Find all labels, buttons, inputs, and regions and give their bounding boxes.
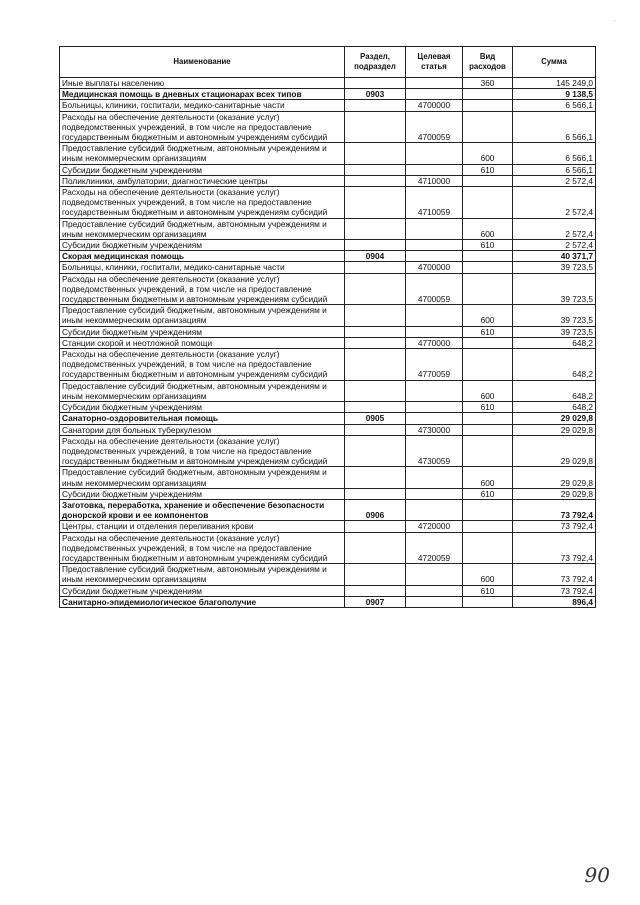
row-type — [463, 273, 513, 305]
row-section — [345, 564, 406, 585]
row-type — [463, 175, 513, 186]
row-name: Предоставление субсидий бюджетным, автономным учреждениям и иным некоммерческим организациям — [60, 380, 345, 401]
row-target — [406, 240, 463, 251]
row-sum: 896,4 — [513, 596, 596, 607]
corner-mark: · — [613, 16, 616, 25]
table-row — [60, 413, 596, 424]
row-name: Больницы, клиники, госпитали, медико-санитарные части — [60, 100, 345, 111]
row-type: 600 — [463, 305, 513, 326]
row-section — [345, 402, 406, 413]
row-name: Субсидии бюджетным учреждениям — [60, 585, 345, 596]
row-name: Субсидии бюджетным учреждениям — [60, 164, 345, 175]
row-target — [406, 78, 463, 89]
row-section: 0905 — [345, 413, 406, 424]
row-section — [345, 164, 406, 175]
row-name: Скорая медицинская помощь — [60, 251, 345, 262]
row-target: 4700059 — [406, 111, 463, 143]
row-target: 4700000 — [406, 262, 463, 273]
row-section: 0903 — [345, 89, 406, 100]
row-name: Станции скорой и неотложной помощи — [60, 337, 345, 348]
row-section — [345, 435, 406, 467]
row-sum: 2 572,4 — [513, 240, 596, 251]
table-row — [60, 111, 596, 143]
row-target — [406, 488, 463, 499]
row-sum: 648,2 — [513, 337, 596, 348]
row-section — [345, 273, 406, 305]
row-type — [463, 111, 513, 143]
row-sum: 40 371,7 — [513, 251, 596, 262]
row-section — [345, 380, 406, 401]
table-row — [60, 596, 596, 607]
table-row — [60, 240, 596, 251]
row-section: 0906 — [345, 499, 406, 520]
table-row — [60, 326, 596, 337]
row-sum: 648,2 — [513, 380, 596, 401]
row-type — [463, 435, 513, 467]
row-name: Больницы, клиники, госпитали, медико-санитарные части — [60, 262, 345, 273]
row-type: 600 — [463, 467, 513, 488]
row-target — [406, 164, 463, 175]
row-target: 4770000 — [406, 337, 463, 348]
row-name: Заготовка, переработка, хранение и обеспечение безопасности донорской крови и ее компонентов — [60, 499, 345, 520]
table-row — [60, 521, 596, 532]
table-row — [60, 467, 596, 488]
row-section — [345, 175, 406, 186]
row-target — [406, 89, 463, 100]
header-type: Вид расходов — [463, 47, 513, 78]
row-target: 4700000 — [406, 100, 463, 111]
table-row — [60, 89, 596, 100]
row-name: Санитарно-эпидемиологическое благополучие — [60, 596, 345, 607]
row-type — [463, 349, 513, 381]
table-row — [60, 564, 596, 585]
row-type — [463, 596, 513, 607]
table-row — [60, 349, 596, 381]
row-target — [406, 380, 463, 401]
row-type — [463, 100, 513, 111]
row-target — [406, 326, 463, 337]
row-target — [406, 413, 463, 424]
row-target — [406, 467, 463, 488]
row-section — [345, 349, 406, 381]
row-target — [406, 499, 463, 520]
row-type — [463, 521, 513, 532]
row-name: Санаторно-оздоровительная помощь — [60, 413, 345, 424]
row-name: Расходы на обеспечение деятельности (оказание услуг) подведомственных учреждений, в том числе на предоставление государственным бюджетным и автономным учреждениям субсидий — [60, 273, 345, 305]
row-type: 600 — [463, 564, 513, 585]
table-row — [60, 488, 596, 499]
row-sum: 29 029,8 — [513, 413, 596, 424]
row-section — [345, 218, 406, 239]
row-name: Предоставление субсидий бюджетным, автономным учреждениям и иным некоммерческим организациям — [60, 218, 345, 239]
row-name: Субсидии бюджетным учреждениям — [60, 402, 345, 413]
table-row — [60, 273, 596, 305]
table-row — [60, 143, 596, 164]
row-sum: 6 566,1 — [513, 164, 596, 175]
row-section — [345, 337, 406, 348]
row-target: 4710059 — [406, 187, 463, 219]
row-section — [345, 488, 406, 499]
row-type: 600 — [463, 143, 513, 164]
row-sum: 2 572,4 — [513, 218, 596, 239]
row-name: Предоставление субсидий бюджетным, автономным учреждениям и иным некоммерческим организациям — [60, 564, 345, 585]
row-sum: 73 792,4 — [513, 499, 596, 520]
table-header — [60, 47, 596, 78]
row-sum: 9 138,5 — [513, 89, 596, 100]
row-type: 610 — [463, 326, 513, 337]
row-section: 0904 — [345, 251, 406, 262]
table-row — [60, 251, 596, 262]
row-name: Поликлиники, амбулатории, диагностические центры — [60, 175, 345, 186]
row-type: 610 — [463, 164, 513, 175]
row-section — [345, 240, 406, 251]
row-section — [345, 111, 406, 143]
table-row — [60, 532, 596, 564]
row-name: Расходы на обеспечение деятельности (оказание услуг) подведомственных учреждений, в том числе на предоставление государственным бюджетным и автономным учреждениям субсидий — [60, 532, 345, 564]
row-type: 610 — [463, 585, 513, 596]
row-section — [345, 585, 406, 596]
row-target — [406, 143, 463, 164]
row-type — [463, 187, 513, 219]
row-sum: 29 029,8 — [513, 488, 596, 499]
row-sum: 6 566,1 — [513, 100, 596, 111]
row-type: 610 — [463, 402, 513, 413]
row-section — [345, 326, 406, 337]
row-type: 610 — [463, 240, 513, 251]
budget-table — [59, 46, 596, 608]
row-name: Расходы на обеспечение деятельности (оказание услуг) подведомственных учреждений, в том числе на предоставление государственным бюджетным и автономным учреждениям субсидий — [60, 187, 345, 219]
row-sum: 39 723,5 — [513, 326, 596, 337]
table-row — [60, 499, 596, 520]
row-sum: 648,2 — [513, 402, 596, 413]
row-name: Расходы на обеспечение деятельности (оказание услуг) подведомственных учреждений, в том числе на предоставление государственным бюджетным и автономным учреждениям субсидий — [60, 111, 345, 143]
table-row — [60, 78, 596, 89]
row-section — [345, 467, 406, 488]
row-sum: 73 792,4 — [513, 521, 596, 532]
row-sum: 73 792,4 — [513, 532, 596, 564]
table-row — [60, 435, 596, 467]
row-section — [345, 305, 406, 326]
row-name: Предоставление субсидий бюджетным, автономным учреждениям и иным некоммерческим организациям — [60, 143, 345, 164]
row-type: 610 — [463, 488, 513, 499]
row-sum: 29 029,8 — [513, 467, 596, 488]
row-sum: 648,2 — [513, 349, 596, 381]
row-sum: 73 792,4 — [513, 585, 596, 596]
row-type: 360 — [463, 78, 513, 89]
row-target: 4770059 — [406, 349, 463, 381]
table-row — [60, 337, 596, 348]
row-type: 600 — [463, 218, 513, 239]
table-row — [60, 164, 596, 175]
table-row — [60, 187, 596, 219]
row-name: Предоставление субсидий бюджетным, автономным учреждениям и иным некоммерческим организациям — [60, 467, 345, 488]
row-name: Центры, станции и отделения переливания крови — [60, 521, 345, 532]
row-sum: 2 572,4 — [513, 175, 596, 186]
row-sum: 39 723,5 — [513, 262, 596, 273]
row-sum: 39 723,5 — [513, 273, 596, 305]
row-section — [345, 532, 406, 564]
row-type — [463, 499, 513, 520]
row-name: Санатории для больных туберкулезом — [60, 424, 345, 435]
row-sum: 73 792,4 — [513, 564, 596, 585]
row-target: 4710000 — [406, 175, 463, 186]
row-section — [345, 143, 406, 164]
table-row — [60, 218, 596, 239]
row-target — [406, 251, 463, 262]
row-sum: 6 566,1 — [513, 143, 596, 164]
table-row — [60, 424, 596, 435]
row-name: Расходы на обеспечение деятельности (оказание услуг) подведомственных учреждений, в том числе на предоставление государственным бюджетным и автономным учреждениям субсидий — [60, 435, 345, 467]
table-row — [60, 262, 596, 273]
header-target: Целевая статья — [406, 47, 463, 78]
table-row — [60, 402, 596, 413]
row-sum: 39 723,5 — [513, 305, 596, 326]
row-type — [463, 251, 513, 262]
table-row — [60, 585, 596, 596]
row-name: Субсидии бюджетным учреждениям — [60, 240, 345, 251]
row-target — [406, 305, 463, 326]
row-target: 4720059 — [406, 532, 463, 564]
table-row — [60, 175, 596, 186]
row-sum: 145 249,0 — [513, 78, 596, 89]
table-row — [60, 305, 596, 326]
table-row — [60, 380, 596, 401]
row-type — [463, 262, 513, 273]
row-target — [406, 585, 463, 596]
page-number: 90 — [584, 863, 610, 887]
row-type — [463, 532, 513, 564]
row-section — [345, 100, 406, 111]
row-target: 4730000 — [406, 424, 463, 435]
row-section — [345, 78, 406, 89]
row-target — [406, 218, 463, 239]
row-section — [345, 424, 406, 435]
row-section: 0907 — [345, 596, 406, 607]
row-name: Предоставление субсидий бюджетным, автономным учреждениям и иным некоммерческим организациям — [60, 305, 345, 326]
row-target — [406, 402, 463, 413]
row-sum: 29 029,8 — [513, 424, 596, 435]
row-name: Медицинская помощь в дневных стационарах всех типов — [60, 89, 345, 100]
header-name: Наименование — [60, 47, 345, 78]
row-name: Субсидии бюджетным учреждениям — [60, 488, 345, 499]
header-section: Раздел, подраздел — [345, 47, 406, 78]
row-target: 4730059 — [406, 435, 463, 467]
row-type: 600 — [463, 380, 513, 401]
row-type — [463, 424, 513, 435]
row-section — [345, 262, 406, 273]
row-section — [345, 187, 406, 219]
row-sum: 6 566,1 — [513, 111, 596, 143]
row-section — [345, 521, 406, 532]
row-type — [463, 89, 513, 100]
row-name: Расходы на обеспечение деятельности (оказание услуг) подведомственных учреждений, в том числе на предоставление государственным бюджетным и автономным учреждениям субсидий — [60, 349, 345, 381]
row-type — [463, 337, 513, 348]
row-name: Иные выплаты населению — [60, 78, 345, 89]
row-type — [463, 413, 513, 424]
table-body — [60, 78, 596, 608]
row-target: 4700059 — [406, 273, 463, 305]
row-target: 4720000 — [406, 521, 463, 532]
row-sum: 2 572,4 — [513, 187, 596, 219]
row-target — [406, 564, 463, 585]
row-target — [406, 596, 463, 607]
row-sum: 29 029,8 — [513, 435, 596, 467]
table-row — [60, 100, 596, 111]
row-name: Субсидии бюджетным учреждениям — [60, 326, 345, 337]
header-sum: Сумма — [513, 47, 596, 78]
